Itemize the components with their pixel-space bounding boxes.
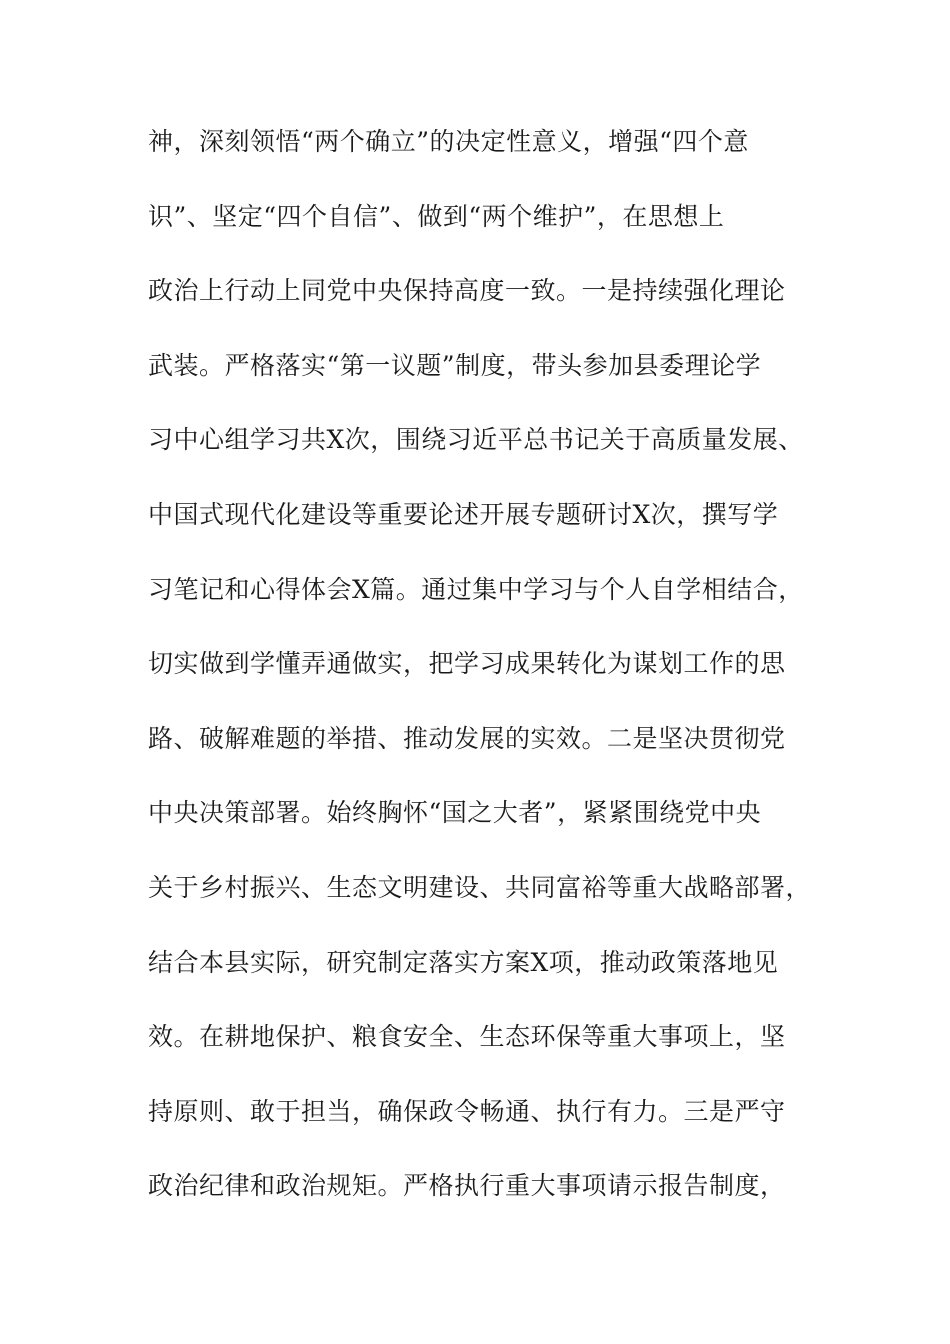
text-line: 切实做到学懂弄通做实，把学习成果转化为谋划工作的思	[148, 649, 786, 679]
text-line: 效。在耕地保护、粮食安全、生态环保等重大事项上，坚	[148, 1022, 786, 1052]
text-line: 习中心组学习共X次，围绕习近平总书记关于高质量发展、	[148, 425, 804, 455]
text-line: 中国式现代化建设等重要论述开展专题研讨X次，撰写学	[148, 499, 779, 529]
body-text	[148, 120, 812, 1239]
text-line: 结合本县实际，研究制定落实方案X项，推动政策落地见	[148, 947, 779, 977]
text-line: 识”、坚定“四个自信”、做到“两个维护”，在思想上	[148, 201, 725, 231]
text-line: 关于乡村振兴、生态文明建设、共同富裕等重大战略部署，	[148, 872, 812, 902]
text-line: 路、破解难题的举措、推动发展的实效。二是坚决贯彻党	[148, 723, 786, 753]
text-line: 武装。严格落实“第一议题”制度，带头参加县委理论学	[148, 350, 762, 380]
text-line: 中央决策部署。始终胸怀“国之大者”，紧紧围绕党中央	[148, 798, 762, 828]
text-line: 神，深刻领悟“两个确立”的决定性意义，增强“四个意	[148, 127, 749, 156]
text-line: 政治上行动上同党中央保持高度一致。一是持续强化理论	[148, 276, 786, 306]
text-line: 持原则、敢于担当，确保政令畅通、执行有力。三是严守	[148, 1096, 786, 1126]
text-line: 政治纪律和政治规矩。严格执行重大事项请示报告制度，	[148, 1171, 786, 1201]
text-line: 习笔记和心得体会X篇。通过集中学习与个人自学相结合，	[148, 574, 804, 604]
